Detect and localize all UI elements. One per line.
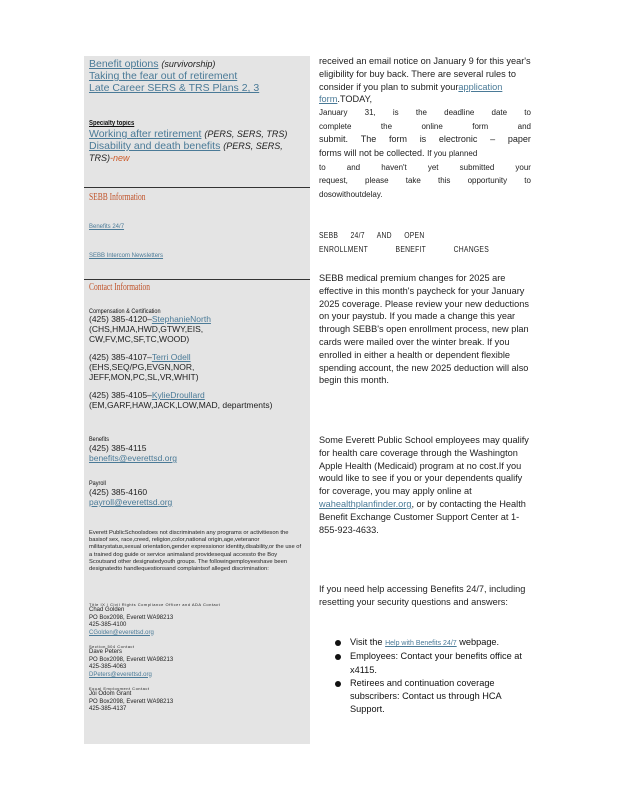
sebb-section-title: SEBB Information	[89, 192, 146, 203]
premium-paragraph	[319, 272, 531, 387]
list-item	[334, 650, 534, 677]
benefits-phone: (425) 385-4115	[89, 443, 147, 453]
sebb-heading	[319, 229, 531, 257]
officer-address: PO Box2098, Everett WA98213	[89, 698, 174, 705]
justified-line: request, please take this opportunity to	[319, 176, 531, 186]
bullet-icon	[335, 681, 341, 687]
retirees-text: Retirees and continuation coverage subscribers: Contact us through HCA Support.	[350, 677, 502, 715]
list-item	[334, 677, 534, 717]
benefits-24-7-link[interactable]: Benefits 24/7	[89, 224, 125, 230]
officer-email-link[interactable]: CGolden@everettsd.org	[89, 629, 154, 636]
contact-phone: (425) 385-4120–	[89, 314, 152, 324]
justified-line: complete the online form and	[319, 121, 531, 131]
benefit-options-link[interactable]: Benefit options	[89, 58, 159, 70]
retirement-links	[89, 58, 304, 94]
officer-name: Chad Golden	[89, 607, 125, 613]
fear-retirement-link[interactable]: Taking the fear out of retirement	[89, 70, 238, 82]
contact-codes: (EHS,SEQ/PG,EVGN,NOR, JEFF,MON,PC,SL,VR,WHIT)	[89, 362, 199, 382]
premium-text: SEBB medical premium changes for 2025 are effective in this month's paycheck for your January 2025 coverage. Please review your new deductions on your paystub. If you made a change this year through SEBB's open enrollment process, new plan cards were mailed over the winter break. If you enrolled in either a health or dependent flexible spending account, the new 2025 deduction will also begin this month.	[319, 273, 529, 386]
application-form-link[interactable]: application form	[319, 81, 503, 105]
sebb-intercom-link[interactable]: SEBB Intercom Newsletters	[89, 253, 164, 259]
disability-death-link[interactable]: Disability and death benefits	[89, 140, 221, 152]
help-text: If you need help accessing Benefits 24/7, including resetting your security questions and answers:	[319, 584, 526, 607]
specialty-label: Specialty topics	[89, 120, 135, 127]
new-flag: -new	[110, 153, 130, 163]
contact-section-title: Contact Information	[89, 282, 151, 293]
officer-name: Dave Peters	[89, 649, 123, 655]
wahealthplanfinder-link[interactable]: wahealthplanfinder.org	[319, 498, 412, 509]
buyback-today: .TODAY,	[337, 94, 373, 105]
contact-codes: (CHS,HMJA,HWD,GTWY,EIS, CW,FV,MC,SF,TC,WOOD)	[89, 324, 204, 344]
contact-name-link[interactable]: KylieDroullard	[151, 390, 205, 400]
benefits-email-link[interactable]: benefits@everettsd.org	[89, 453, 178, 463]
specialty-topics	[89, 120, 304, 164]
nondiscrimination-notice: Everett PublicSchoolsdoes not discriminatein any programs or activitieson the basisof sex, race,creed, religion,color,national origin,age,veteranor militarystatus,sexual orientation,gender expressionor identity,disability,or the use of a trained dog guide or service animaland providesequal accessto the Boy Scoutsand other designatedyouth groups. The followingemployeeshave been designatedto handlequestionsand complaintsof alleged discrimination:	[89, 530, 302, 573]
medicaid-text: Some Everett Public School employees may qualify for health care coverage through the Washington Apple Health (Medicaid) program at no cost.If you would like to see if you or your dependents qualify for coverage, you may apply online at	[319, 435, 529, 497]
medicaid-paragraph	[319, 434, 531, 536]
bullet-icon	[335, 654, 341, 660]
medicaid-text-after: , or by contacting the Health Benefit Exchange Customer Support Center at 1-855-923-4633.	[319, 498, 526, 535]
contact-phone: (425) 385-4107–	[89, 352, 152, 362]
contact-phone: (425) 385-4105–	[89, 390, 152, 400]
contact-entry	[89, 390, 304, 410]
webpage-text: webpage.	[459, 637, 500, 647]
payroll-phone: (425) 385-4160	[89, 487, 148, 497]
employees-text: Employees: Contact your benefits office at x4115.	[350, 651, 522, 675]
sebb-heading-line1: SEBB 24/7 AND OPEN	[319, 231, 425, 240]
divider	[84, 187, 310, 188]
officer-entry	[89, 602, 303, 637]
working-after-retirement-link[interactable]: Working after retirement	[89, 128, 202, 140]
justified-line: submit. The form is electronic – paper	[319, 134, 531, 145]
contact-codes: (EM,GARF,HAW,JACK,LOW,MAD, departments)	[89, 400, 273, 410]
justified-line: do so without delay.	[319, 189, 383, 199]
working-after-retirement-note: (PERS, SERS, TRS)	[204, 129, 288, 139]
payroll-contact	[89, 480, 304, 507]
officer-title: Title IX / Civil Rights Compliance Officer and ADA Contact	[89, 602, 221, 607]
forms-not-collected: forms will not be collected.	[319, 147, 425, 158]
justified-line: to and haven't yet submitted your	[319, 162, 531, 172]
disability-death-note: (PERS, SERS, TRS)	[89, 141, 283, 163]
contact-entry	[89, 352, 304, 382]
list-item	[334, 636, 534, 650]
contact-name-link[interactable]: Terri Odell	[151, 352, 191, 362]
officer-address: PO Box2098, Everett WA98213	[89, 614, 174, 621]
help-list	[334, 636, 534, 717]
divider	[84, 279, 310, 280]
visit-text: Visit the	[350, 637, 383, 647]
benefits-label: Benefits	[89, 436, 109, 443]
compensation-label: Compensation & Certification	[89, 308, 161, 315]
help-paragraph	[319, 583, 531, 609]
compliance-officers	[89, 602, 303, 714]
contact-entry	[89, 314, 304, 344]
payroll-label: Payroll	[89, 480, 106, 487]
officer-phone: 425-385-4137	[89, 706, 127, 712]
planned-text: If you planned	[427, 148, 478, 158]
help-benefits-link[interactable]: Help with Benefits 24/7	[385, 640, 457, 647]
officer-name: Joi Odom Grant	[89, 691, 132, 697]
contact-list	[89, 308, 304, 410]
officer-email-link[interactable]: DPeters@everettsd.org	[89, 671, 152, 678]
officer-title: Equal Employment Contact	[89, 686, 150, 691]
officer-entry	[89, 644, 303, 679]
payroll-email-link[interactable]: payroll@everettsd.org	[89, 497, 173, 507]
officer-entry	[89, 686, 303, 714]
officer-phone: 425-385-4100	[89, 622, 127, 628]
benefits-contact	[89, 436, 304, 463]
officer-phone: 425-385-4063	[89, 664, 127, 670]
late-career-link[interactable]: Late Career SERS & TRS Plans 2, 3	[89, 82, 260, 94]
sebb-heading-line2: ENROLLMENT BENEFIT CHANGES	[319, 245, 489, 254]
officer-address: PO Box2098, Everett WA98213	[89, 656, 174, 663]
contact-name-link[interactable]: StephanieNorth	[151, 314, 211, 324]
officer-title: Section 504 Contact	[89, 644, 135, 649]
bullet-icon	[335, 640, 341, 646]
justified-line: January 31, is the deadline date to	[319, 108, 531, 118]
buyback-intro: received an email notice on January 9 for this year's eligibility for buy back. There are several rules to consider if you plan to submit your	[319, 56, 531, 92]
buyback-paragraph	[319, 55, 531, 201]
benefit-options-note: (survivorship)	[161, 59, 216, 69]
